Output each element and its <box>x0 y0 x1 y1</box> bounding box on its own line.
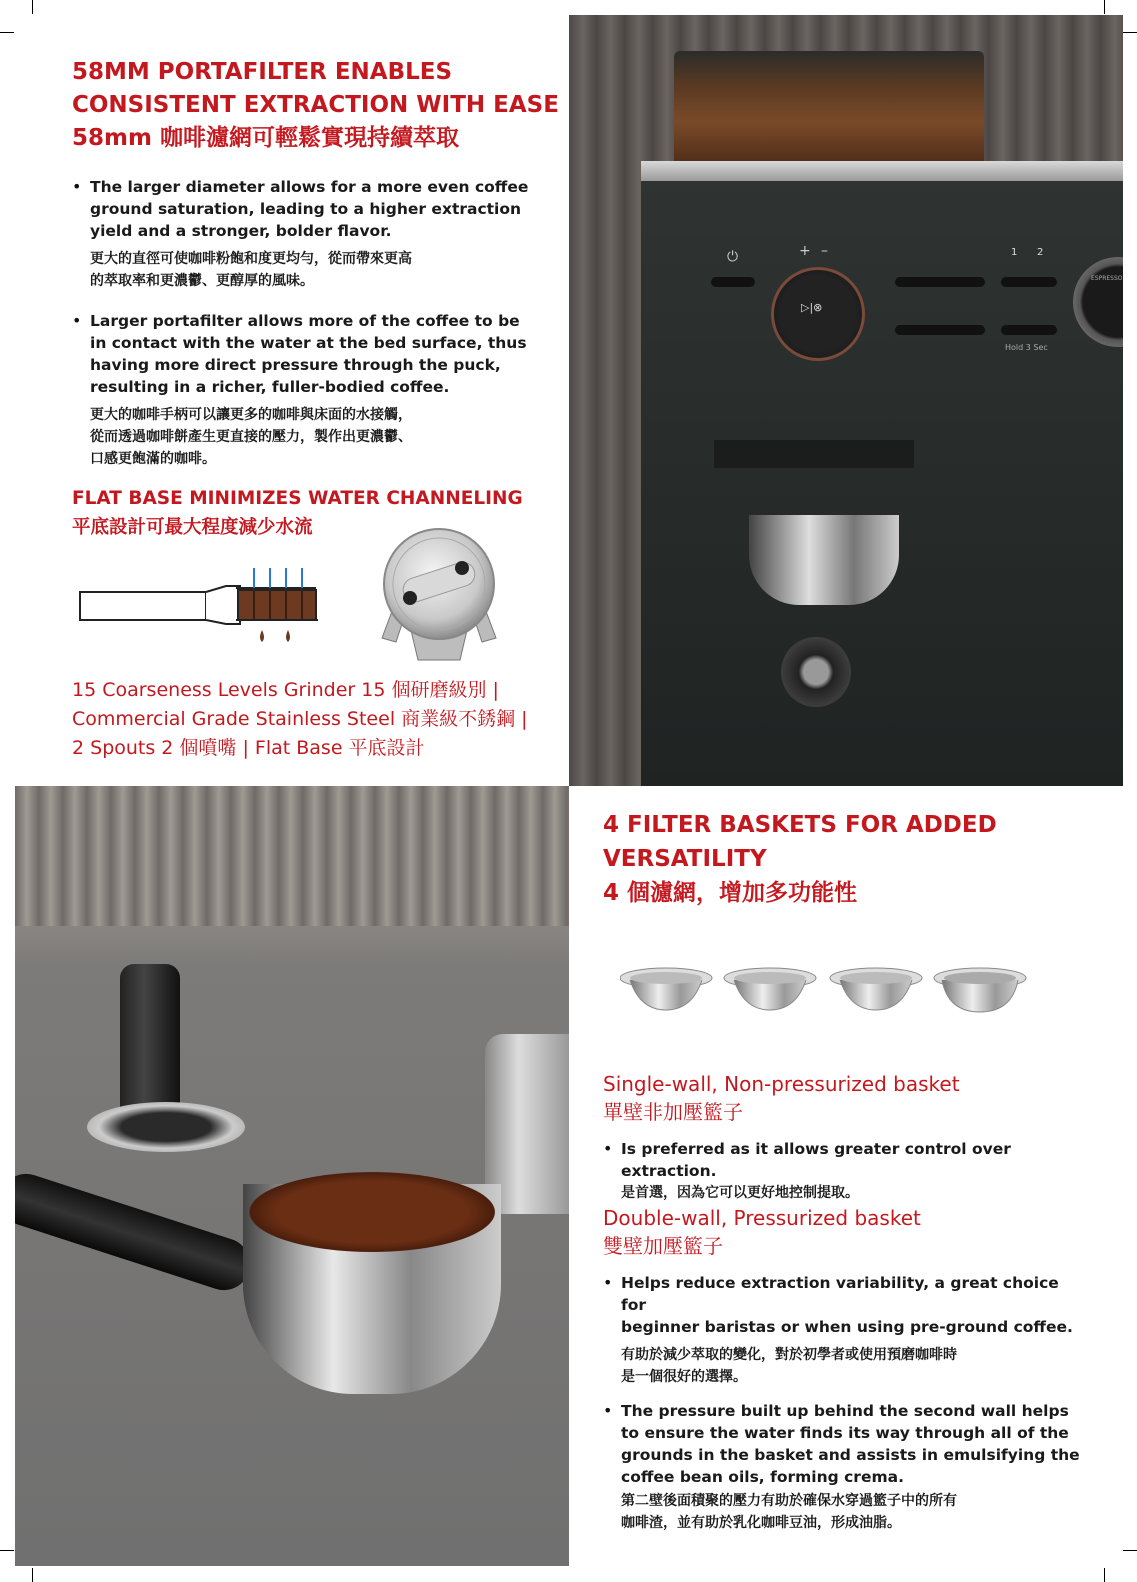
crop-mark <box>1104 0 1105 14</box>
bullet-text-zh: 是首選，因為它可以更好地控制提取。 <box>621 1185 859 1201</box>
shot-2-label: 2 <box>1037 247 1044 258</box>
portafilter-bullets <box>72 176 552 470</box>
crop-mark <box>1104 1568 1105 1582</box>
filter-baskets-image <box>620 966 1040 1018</box>
bullet-text: coffee bean oils, forming crema. <box>621 1468 904 1486</box>
bullet-item <box>603 1138 1083 1204</box>
bullet-text: resulting in a richer, fuller-bodied coffee. <box>90 378 450 396</box>
heading-line: 58MM PORTAFILTER ENABLES <box>72 59 453 85</box>
bullet-text: in contact with the water at the bed surface, thus <box>90 334 527 352</box>
flat-base-diagram <box>76 566 326 656</box>
bullet-text: ground saturation, leading to a higher extraction <box>90 200 522 218</box>
bullet-text: • The pressure built up behind the second wall helps <box>621 1402 1069 1420</box>
bullet-text: • Is preferred as it allows greater control over extraction. <box>621 1140 1011 1180</box>
spec-line: 2 Spouts 2 個噴嘴 | Flat Base 平底設計 <box>72 737 425 759</box>
heading-line-zh: 58mm 咖啡濾網可輕鬆實現持續萃取 <box>72 125 459 151</box>
tamper-handle <box>120 964 180 1124</box>
basket-3 <box>830 968 922 1010</box>
tamper-base <box>87 1102 245 1152</box>
portafilter-basket <box>749 515 899 605</box>
pressure-gauge <box>1073 257 1123 347</box>
bullet-text: • Larger portafilter allows more of the coffee to be <box>90 312 520 330</box>
heading-line: VERSATILITY <box>603 846 767 872</box>
crop-mark <box>32 0 33 14</box>
single-wall-bullets <box>603 1138 1083 1204</box>
bullet-text: grounds in the basket and assists in emulsifying the <box>621 1446 1080 1464</box>
subheading-zh: 雙壁加壓籃子 <box>603 1234 723 1258</box>
crop-mark <box>1123 1550 1137 1551</box>
single-wall-heading <box>603 1070 960 1126</box>
bullet-text: • The larger diameter allows for a more even coffee <box>90 178 529 196</box>
background-slats <box>15 786 569 926</box>
bullet-text-zh: 咖啡渣，並有助於乳化咖啡豆油，形成油脂。 <box>621 1515 901 1531</box>
crop-mark <box>0 1550 14 1551</box>
bullet-item <box>72 176 552 292</box>
button-right-bottom[interactable] <box>1001 325 1057 335</box>
select-dial[interactable] <box>771 267 865 361</box>
double-wall-heading <box>603 1204 921 1260</box>
heading-line: CONSISTENT EXTRACTION WITH EASE <box>72 92 559 118</box>
heading-line: 4 FILTER BASKETS FOR ADDED <box>603 812 997 838</box>
bullet-text-zh: 更大的咖啡手柄可以讓更多的咖啡與床面的水接觸， <box>90 407 412 423</box>
bullet-text: having more direct pressure through the puck, <box>90 356 501 374</box>
portafilter-tamper-photo <box>15 786 569 1566</box>
bullet-text-zh: 更大的直徑可使咖啡粉飽和度更均勻，從而帶來更高 <box>90 251 412 267</box>
start-stop-icon: ▷|⊗ <box>801 301 823 314</box>
subheading: Single-wall, Non-pressurized basket <box>603 1072 960 1096</box>
button-mid-bottom[interactable] <box>895 325 985 335</box>
basket-1 <box>620 968 712 1010</box>
bullet-text: yield and a stronger, bolder flavor. <box>90 222 392 240</box>
shot-1-label: 1 <box>1011 247 1018 258</box>
spec-line: 15 Coarseness Levels Grinder 15 個研磨級別 | <box>72 679 499 701</box>
double-wall-bullets <box>603 1272 1083 1534</box>
bullet-text-zh: 第二壁後面積聚的壓力有助於確保水穿過籃子中的所有 <box>621 1493 957 1509</box>
bean-hopper <box>674 51 984 169</box>
espresso-machine-photo <box>569 15 1123 786</box>
button-right-top[interactable] <box>1001 277 1057 287</box>
bullet-text-zh: 從而透過咖啡餅產生更直接的壓力，製作出更濃鬱、 <box>90 429 412 445</box>
spec-line: Commercial Grade Stainless Steel 商業級不銹鋼 | <box>72 708 528 730</box>
feature-specs <box>72 676 552 763</box>
bullet-item <box>603 1400 1083 1534</box>
crop-mark <box>32 1568 33 1582</box>
subheading-zh: 單壁非加壓籃子 <box>603 1100 743 1124</box>
bullet-text-zh: 有助於減少萃取的變化，對於初學者或使用預磨咖啡時 <box>621 1347 957 1363</box>
bullet-text-zh: 口感更飽滿的咖啡。 <box>90 451 216 467</box>
portafilter-handle <box>15 1167 257 1297</box>
button-left[interactable] <box>711 277 755 287</box>
control-panel <box>641 233 1123 403</box>
basket-2 <box>724 968 816 1010</box>
crop-mark <box>1123 32 1137 33</box>
power-icon[interactable]: ⏻ <box>727 249 739 265</box>
crop-mark <box>0 32 14 33</box>
gauge-label: ESPRESSO <box>1091 275 1123 282</box>
minus-label: – <box>821 243 828 259</box>
portafilter-heading <box>72 56 559 155</box>
hopper-rim <box>641 161 1123 181</box>
heading-line-zh: 平底設計可最大程度減少水流 <box>72 517 313 538</box>
bullet-text: beginner baristas or when using pre-ground coffee. <box>621 1318 1073 1336</box>
subheading: Double-wall, Pressurized basket <box>603 1206 921 1230</box>
portafilter-handle-end <box>781 637 851 707</box>
hold-label: Hold 3 Sec <box>1005 343 1048 352</box>
heading-line: FLAT BASE MINIMIZES WATER CHANNELING <box>72 488 523 509</box>
basket-4 <box>934 968 1026 1012</box>
button-mid-top[interactable] <box>895 277 985 287</box>
bullet-item <box>72 310 552 470</box>
portafilter-bottom-image <box>374 526 504 666</box>
bullet-text-zh: 是一個很好的選擇。 <box>621 1369 747 1385</box>
bullet-item <box>603 1272 1083 1388</box>
bullet-text-zh: 的萃取率和更濃鬱、更醇厚的風味。 <box>90 273 314 289</box>
coffee-grounds <box>249 1172 495 1252</box>
plus-label: + <box>799 243 811 259</box>
bullet-text: • Helps reduce extraction variability, a great choice for <box>621 1274 1059 1314</box>
group-head <box>714 440 914 468</box>
heading-line-zh: 4 個濾網，增加多功能性 <box>603 880 858 906</box>
filter-baskets-heading <box>603 808 997 910</box>
bullet-text: to ensure the water finds its way through all of the <box>621 1424 1069 1442</box>
